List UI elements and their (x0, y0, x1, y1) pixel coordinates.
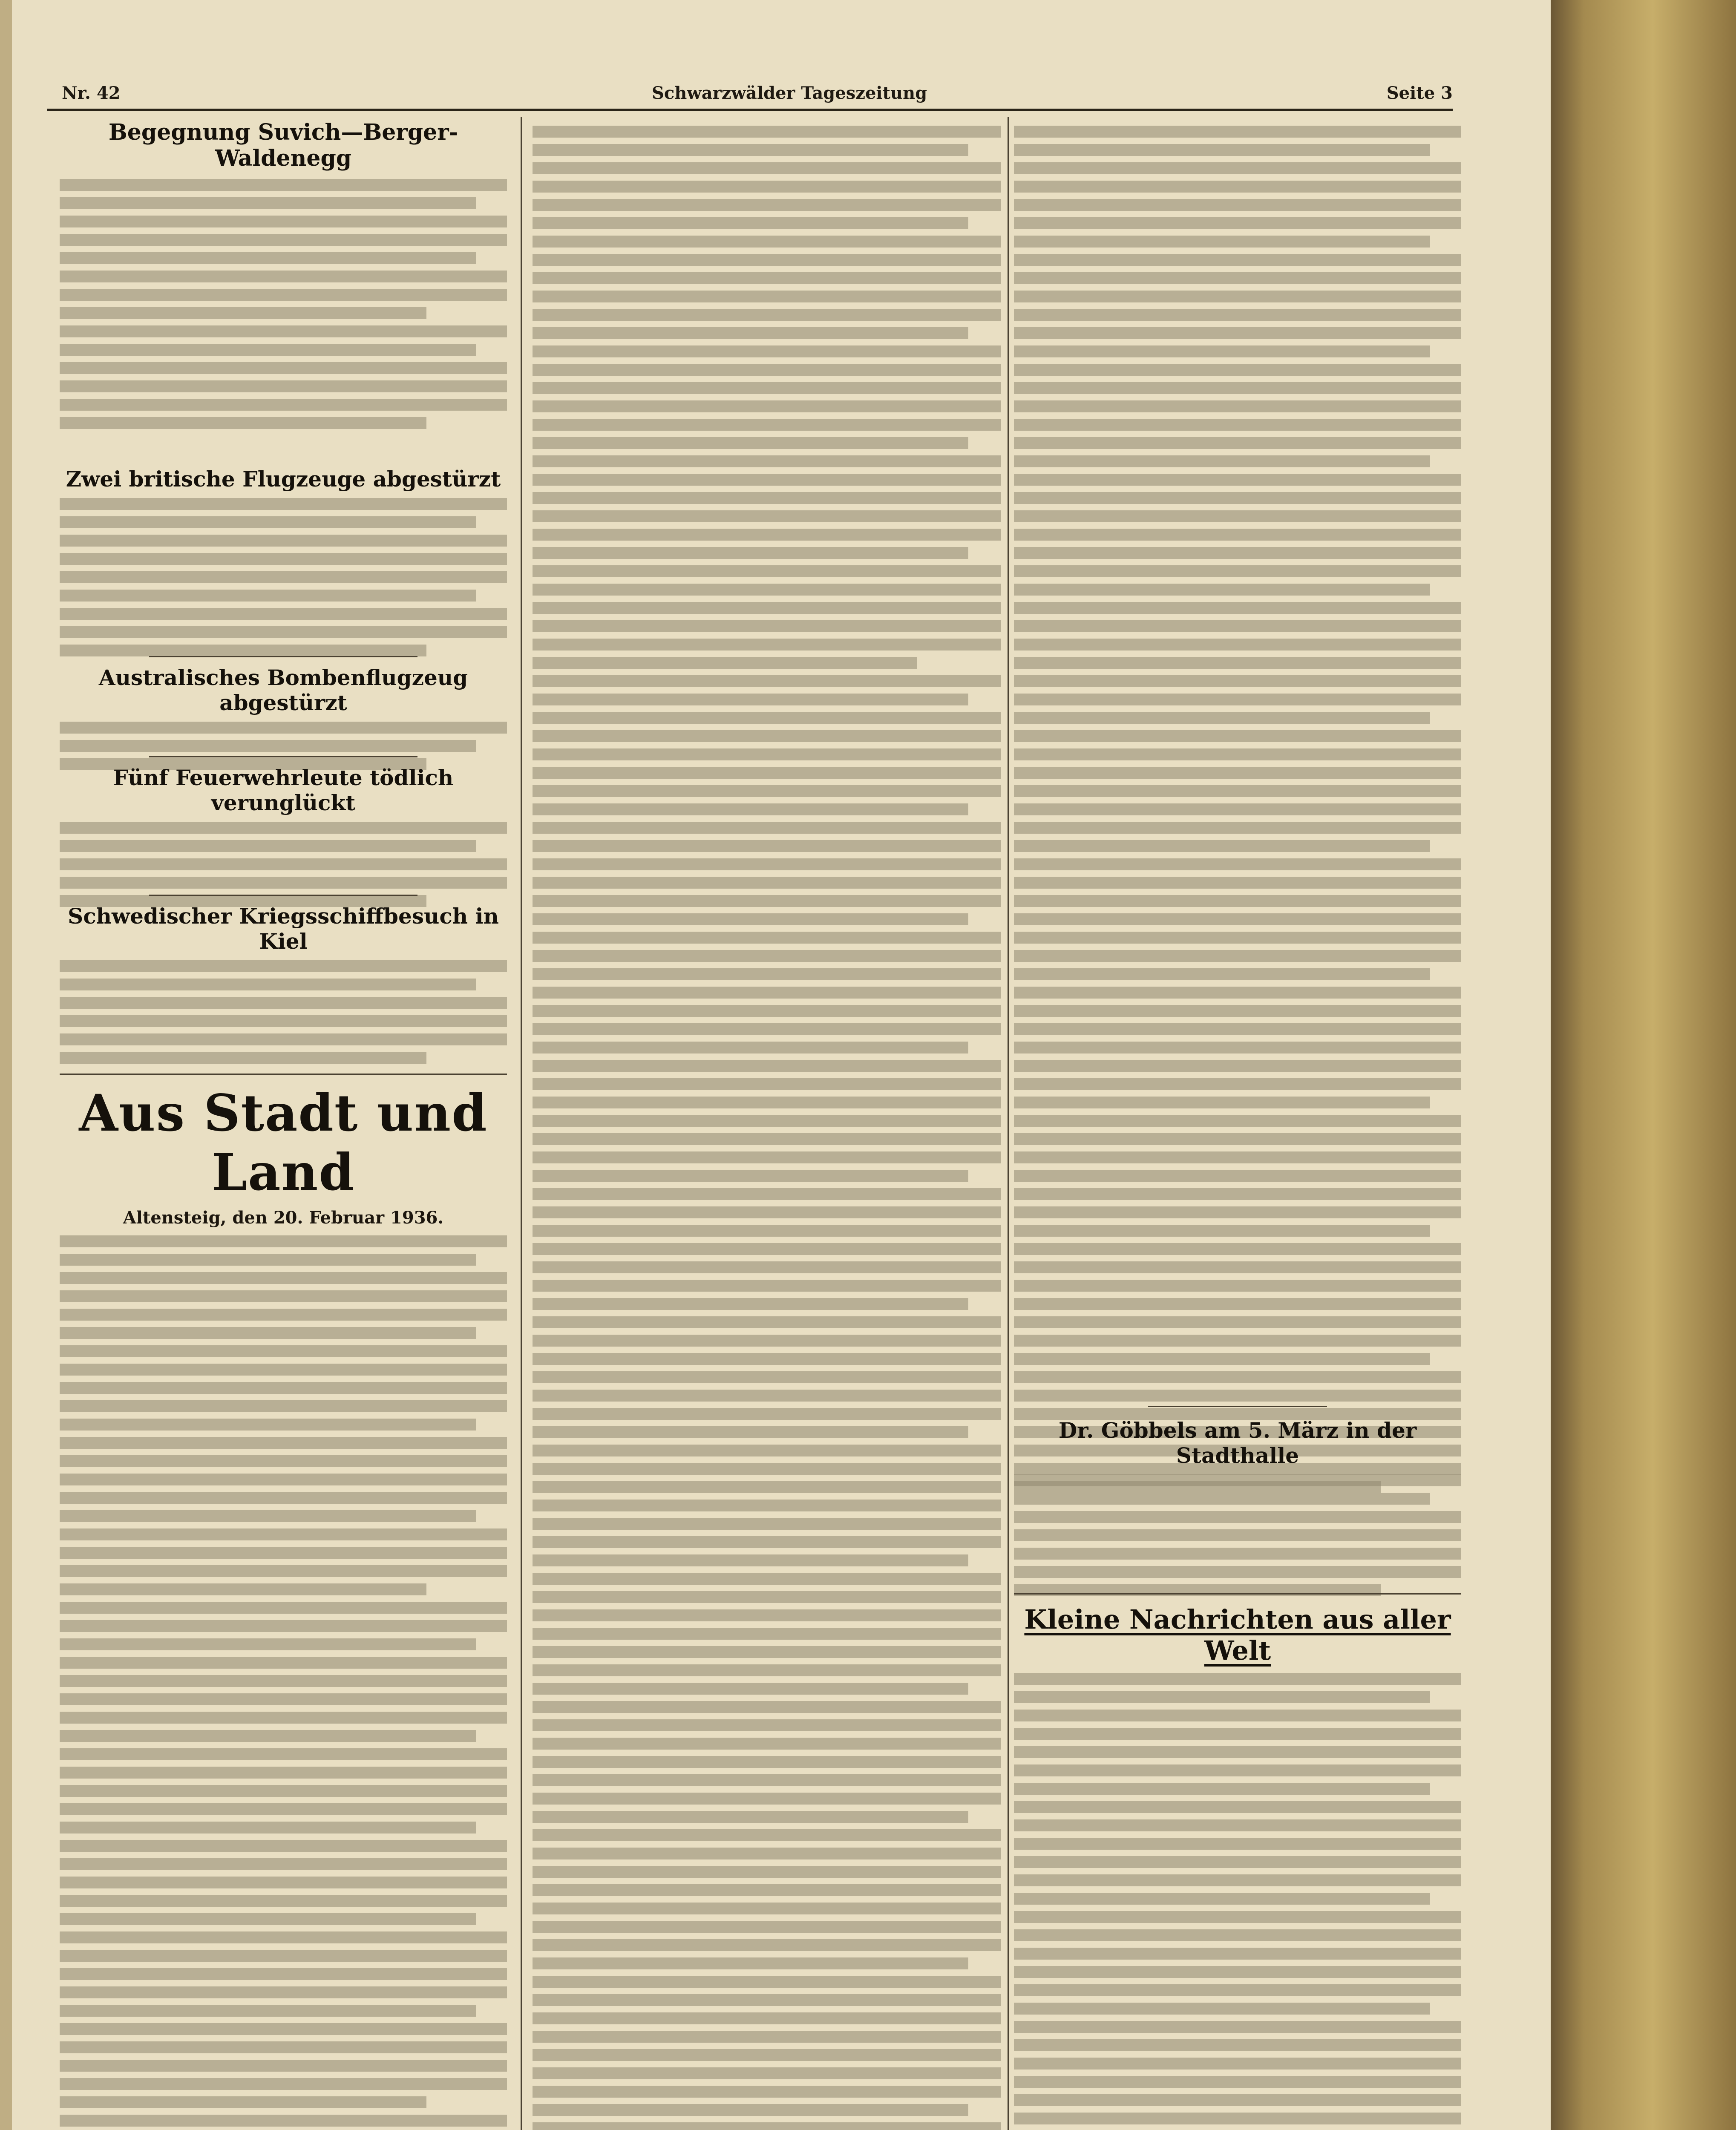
page-left-edge (0, 0, 12, 2130)
section-title: Aus Stadt und Land (79, 1083, 488, 1202)
column-rule (521, 117, 522, 2130)
section-kleine-nachrichten (1014, 1593, 1461, 2130)
page-number: Seite 3 (1386, 83, 1453, 103)
article-flugzeuge (60, 466, 507, 663)
article-feuerwehr (60, 756, 507, 913)
headline: Dr. Göbbels am 5. März in der Stadthalle (1058, 1418, 1417, 1468)
article-goebbels (1014, 1406, 1461, 1603)
page-header (47, 83, 1453, 111)
column-rule (1008, 117, 1009, 2130)
column-2 (533, 119, 1001, 2130)
headline: Fünf Feuerwehrleute tödlich verunglückt (113, 765, 454, 815)
article-suvich (60, 119, 507, 435)
section-title: Kleine Nachrichten aus aller Welt (1024, 1604, 1451, 1666)
dateline: Altensteig, den 20. Februar 1936. (123, 1208, 444, 1228)
headline: Begegnung Suvich—Berger-Waldenegg (108, 119, 458, 171)
column-1 (60, 119, 507, 2130)
article-kiel (60, 895, 507, 1070)
headline: Schwedischer Kriegsschiffbesuch in Kiel (68, 904, 499, 954)
headline: Australisches Bombenflugzeug abgestürzt (98, 665, 468, 715)
headline: Zwei britische Flugzeuge abgestürzt (66, 466, 501, 492)
column-3 (1014, 119, 1461, 2130)
issue-number: Nr. 42 (62, 83, 121, 103)
masthead: Schwarzwälder Tageszeitung (652, 83, 927, 103)
book-binding (1551, 0, 1736, 2130)
section-aus-stadt-und-land (60, 1074, 507, 2130)
